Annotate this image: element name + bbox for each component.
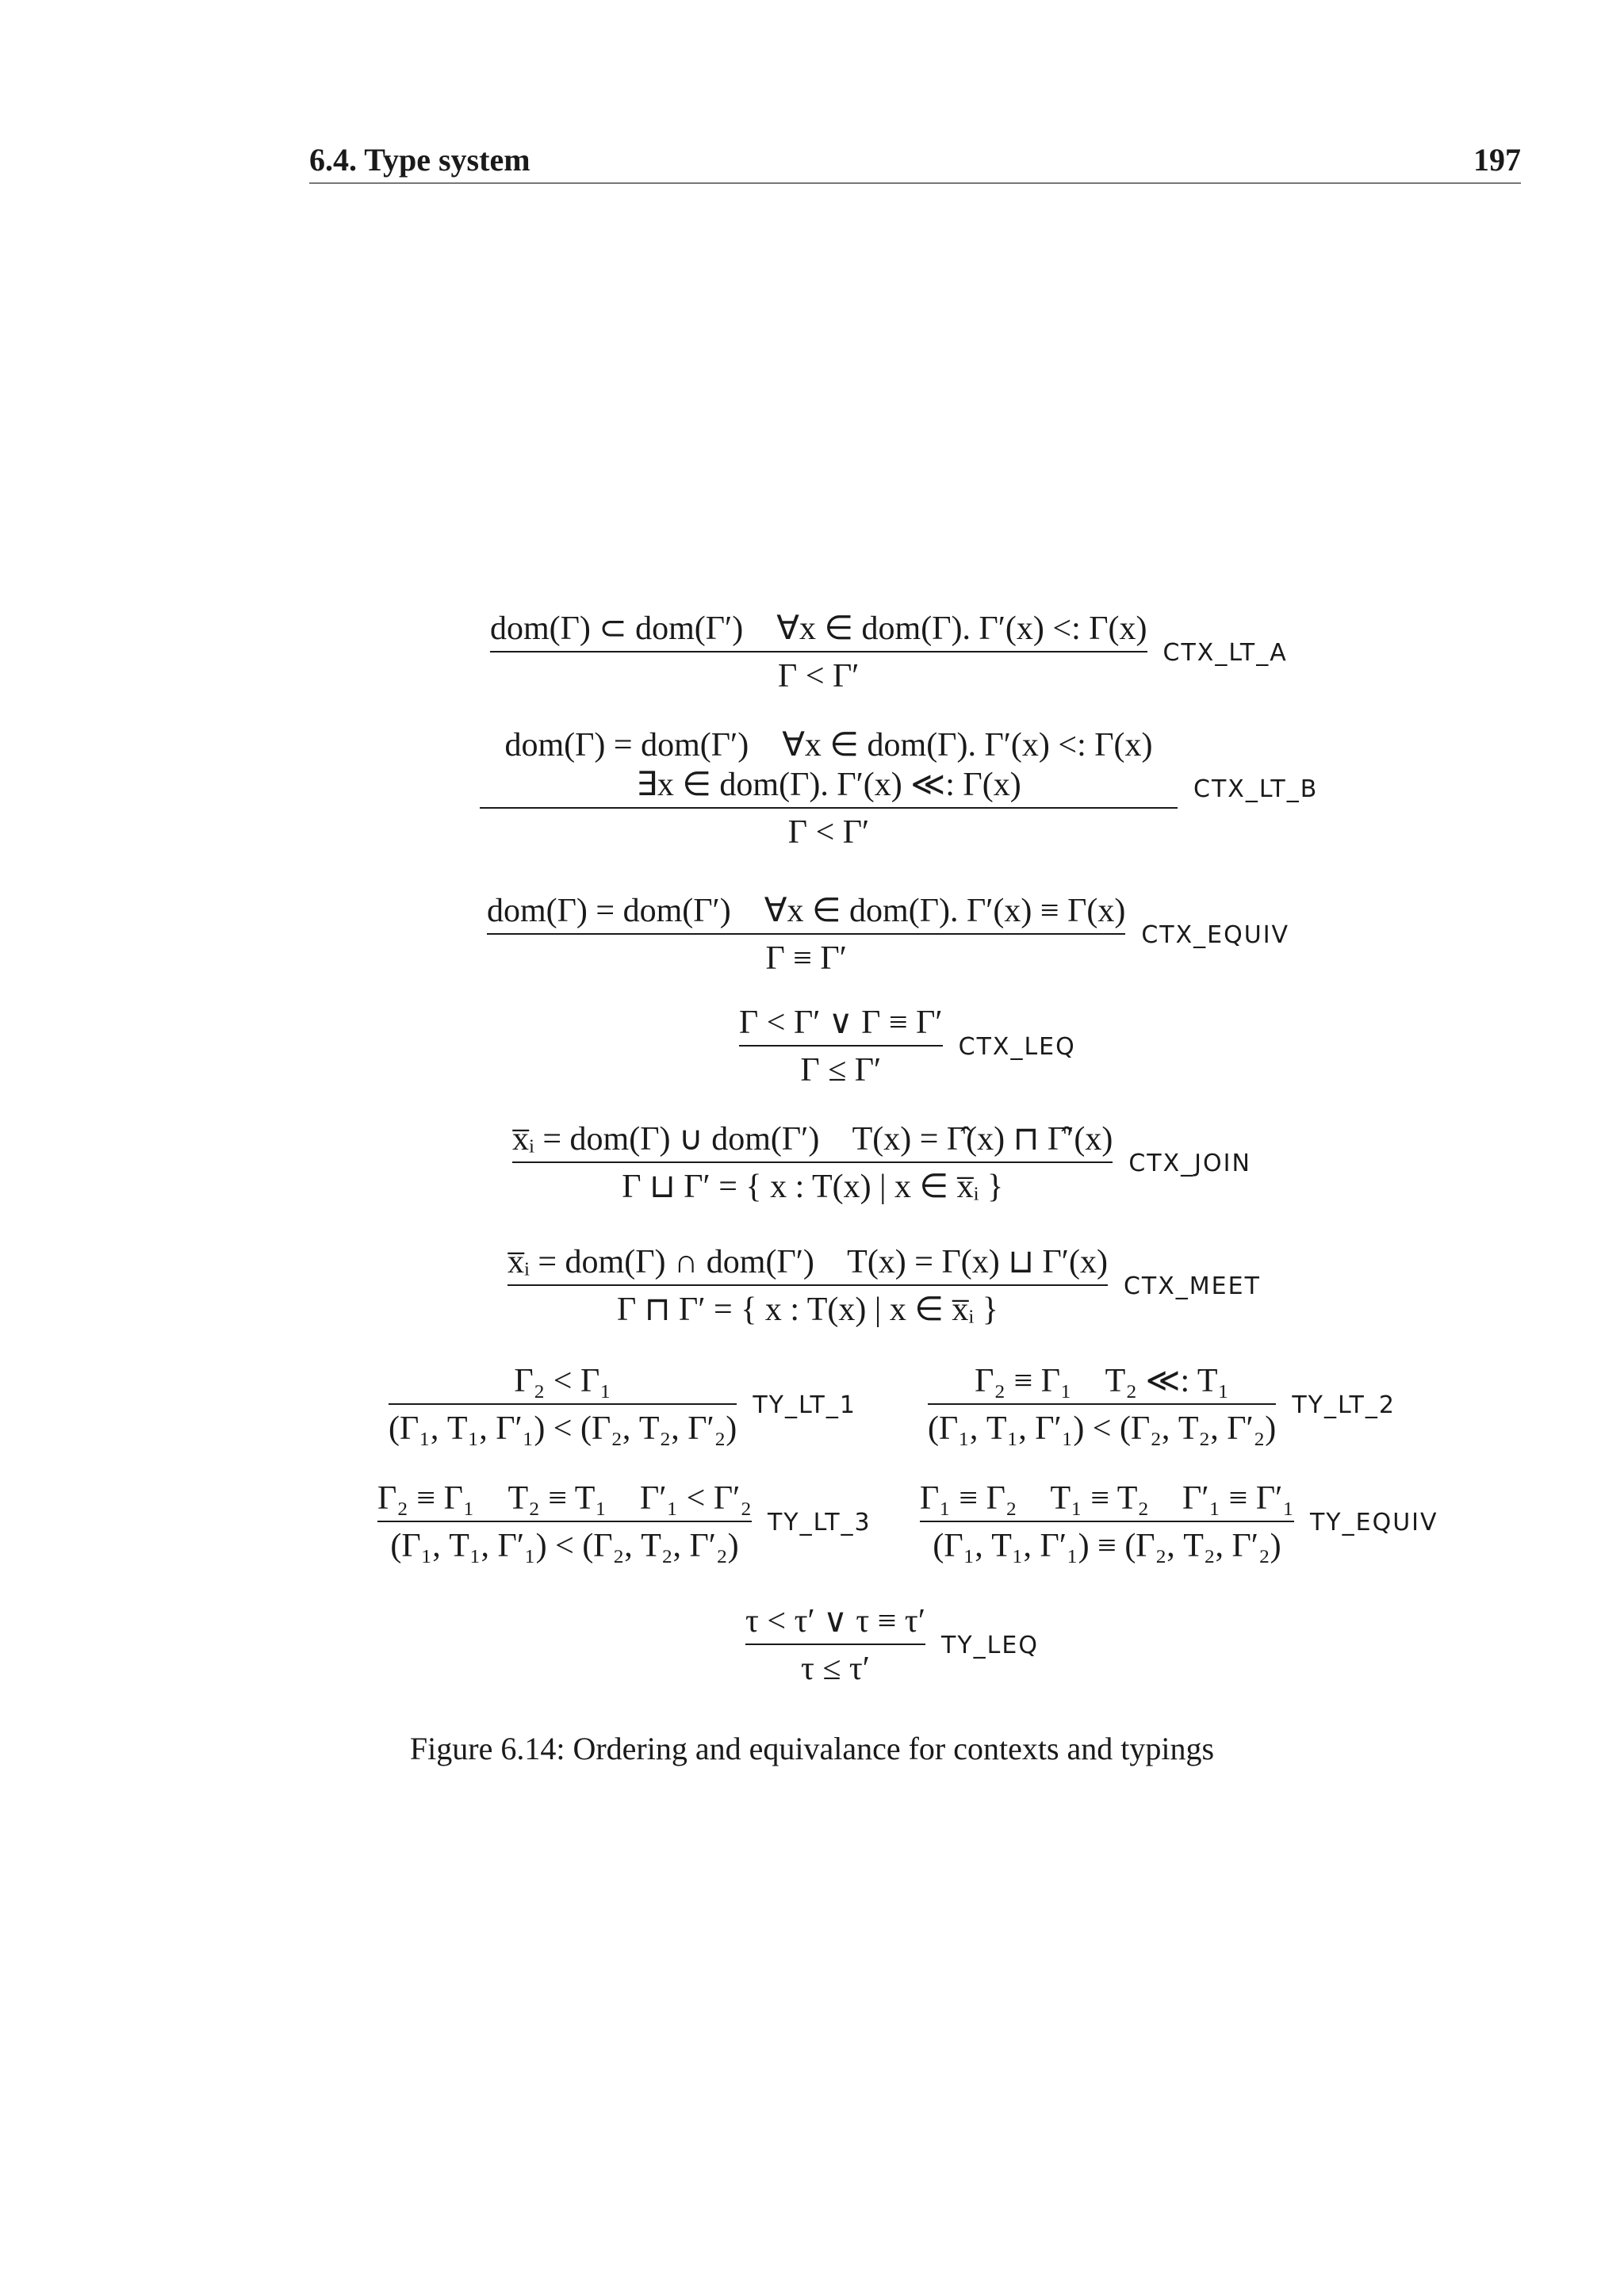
rule-ty-lt-3: [377, 1479, 871, 1566]
premises: [490, 609, 1147, 649]
premise-line: x̅ᵢ = dom(Γ) ∪ dom(Γ′) T(x) = Γ̂(x) ⊓ Γ̂′(x): [512, 1121, 1113, 1158]
conclusion: (Γ₁, T₁, Γ′₁) ≡ (Γ₂, T₂, Γ′₂): [933, 1528, 1281, 1564]
premise-line: dom(Γ) ⊂ dom(Γ′) ∀x ∈ dom(Γ). Γ′(x) <: Γ(x): [490, 610, 1147, 647]
premise-line: Γ₁ ≡ Γ₂ T₁ ≡ T₂ Γ′₁ ≡ Γ′₁: [920, 1480, 1294, 1517]
conclusion: Γ ⊔ Γ′ = { x : T(x) | x ∈ x̅ᵢ }: [622, 1169, 1004, 1205]
rule-ty-equiv: [920, 1479, 1438, 1566]
inference-fraction: [512, 1119, 1113, 1207]
inference-fraction: [389, 1361, 737, 1448]
inference-bar: [512, 1161, 1113, 1163]
inference-fraction: [739, 1003, 943, 1090]
premise-line: ∃x ∈ dom(Γ). Γ′(x) ≪: Γ(x): [636, 767, 1021, 803]
conclusion: (Γ₁, T₁, Γ′₁) < (Γ₂, T₂, Γ′₂): [928, 1410, 1277, 1447]
inference-fraction: [920, 1479, 1294, 1566]
section-title: 6.4. Type system: [309, 142, 530, 178]
premises: [739, 1003, 943, 1043]
conclusion: Γ < Γ′: [787, 814, 870, 851]
rule-ctx-lt-a: [490, 609, 1288, 696]
rule-label: TY_LEQ: [941, 1631, 1039, 1659]
running-header: [309, 135, 1521, 184]
inference-bar: [487, 933, 1125, 935]
premises: [745, 1601, 925, 1641]
conclusion: Γ ≡ Γ′: [765, 940, 847, 977]
premise-line: Γ₂ ≡ Γ₁ T₂ ≪: T₁: [975, 1363, 1230, 1399]
rule-ctx-join: [512, 1119, 1251, 1207]
inference-fraction: [487, 891, 1125, 978]
rule-ty-lt-1: [389, 1361, 856, 1448]
rule-label: TY_LT_1: [753, 1391, 856, 1419]
inference-bar: [480, 807, 1178, 809]
premise-line: τ < τ′ ∨ τ ≡ τ′: [745, 1603, 926, 1640]
inference-bar: [490, 651, 1147, 652]
premises: [512, 1119, 1113, 1159]
inference-bar: [377, 1521, 752, 1522]
premise-line: Γ₂ ≡ Γ₁ T₂ ≡ T₁ Γ′₁ < Γ′₂: [377, 1480, 752, 1517]
inference-fraction: [508, 1242, 1108, 1330]
conclusion: τ ≤ τ′: [801, 1651, 870, 1687]
conclusion: (Γ₁, T₁, Γ′₁) < (Γ₂, T₂, Γ′₂): [390, 1528, 739, 1564]
premises: [504, 725, 1152, 805]
inference-fraction: [480, 725, 1178, 852]
inference-bar: [920, 1521, 1294, 1522]
premises: [920, 1479, 1294, 1518]
rule-ctx-lt-b: [480, 725, 1318, 852]
rule-ctx-equiv: [487, 891, 1289, 978]
premises: [487, 891, 1125, 931]
rule-label: CTX_MEET: [1123, 1272, 1261, 1300]
inference-bar: [745, 1644, 925, 1645]
rule-label: TY_EQUIV: [1309, 1508, 1438, 1536]
premise-line: x̅ᵢ = dom(Γ) ∩ dom(Γ′) T(x) = Γ(x) ⊔ Γ′(x): [508, 1244, 1108, 1280]
inference-fraction: [490, 609, 1147, 696]
premises: [514, 1361, 611, 1401]
rule-ty-leq: [745, 1601, 1039, 1689]
rule-ty-lt-2: [928, 1361, 1396, 1448]
rule-label: CTX_EQUIV: [1141, 920, 1290, 949]
rule-label: CTX_LT_B: [1193, 775, 1319, 803]
inference-fraction: [745, 1601, 925, 1689]
premises: [377, 1479, 752, 1518]
inference-bar: [928, 1403, 1276, 1405]
premise-line: Γ < Γ′ ∨ Γ ≡ Γ′: [739, 1004, 943, 1041]
rule-label: CTX_JOIN: [1128, 1149, 1251, 1177]
inference-fraction: [377, 1479, 752, 1566]
conclusion: Γ < Γ′: [778, 658, 860, 695]
premise-line: dom(Γ) = dom(Γ′) ∀x ∈ dom(Γ). Γ′(x) <: Γ(x): [504, 727, 1153, 763]
inference-fraction: [928, 1361, 1276, 1448]
premises: [975, 1361, 1229, 1401]
rule-ctx-meet: [508, 1242, 1261, 1330]
inference-bar: [739, 1045, 943, 1047]
premises: [508, 1242, 1108, 1282]
inference-bar: [508, 1284, 1108, 1286]
conclusion: Γ ≤ Γ′: [800, 1052, 882, 1089]
rule-label: TY_LT_3: [767, 1508, 871, 1536]
rule-label: TY_LT_2: [1292, 1391, 1396, 1419]
conclusion: (Γ₁, T₁, Γ′₁) < (Γ₂, T₂, Γ′₂): [389, 1410, 737, 1447]
inference-bar: [389, 1403, 737, 1405]
rule-ctx-leq: [739, 1003, 1076, 1090]
premise-line: dom(Γ) = dom(Γ′) ∀x ∈ dom(Γ). Γ′(x) ≡ Γ(x): [487, 893, 1126, 929]
rule-label: CTX_LT_A: [1162, 638, 1288, 667]
rule-label: CTX_LEQ: [958, 1032, 1076, 1061]
figure-caption: Figure 6.14: Ordering and equivalance for contexts and typings: [409, 1731, 1215, 1766]
page-number: 197: [1473, 142, 1521, 178]
premise-line: Γ₂ < Γ₁: [514, 1363, 611, 1399]
conclusion: Γ ⊓ Γ′ = { x : T(x) | x ∈ x̅ᵢ }: [617, 1292, 998, 1328]
